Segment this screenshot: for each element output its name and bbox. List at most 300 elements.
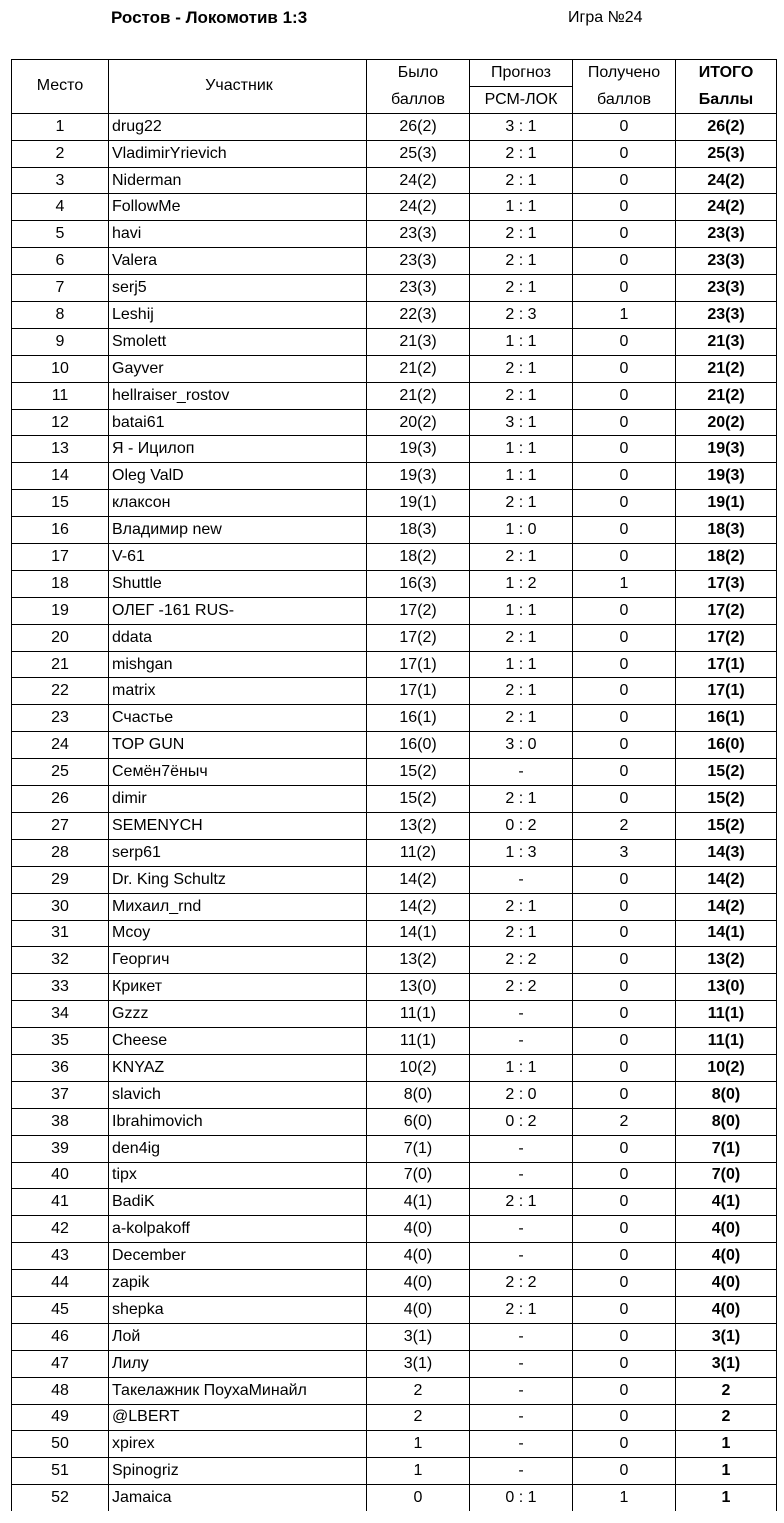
- cell-place: 15: [12, 490, 109, 517]
- cell-forecast: 1 : 1: [470, 1054, 573, 1081]
- cell-was-points: 19(3): [367, 436, 470, 463]
- cell-place: 49: [12, 1404, 109, 1431]
- cell-participant: Niderman: [109, 167, 367, 194]
- cell-forecast: -: [470, 1216, 573, 1243]
- cell-received-points: 0: [573, 436, 676, 463]
- cell-total-points: 1: [676, 1485, 777, 1511]
- cell-place: 4: [12, 194, 109, 221]
- cell-received-points: 0: [573, 1162, 676, 1189]
- cell-forecast: 2 : 3: [470, 302, 573, 329]
- cell-total-points: 24(2): [676, 194, 777, 221]
- cell-was-points: 15(2): [367, 759, 470, 786]
- cell-forecast: 1 : 2: [470, 570, 573, 597]
- cell-total-points: 11(1): [676, 1028, 777, 1055]
- table-row: [12, 490, 777, 517]
- cell-received-points: 0: [573, 1377, 676, 1404]
- table-row: [12, 113, 777, 140]
- cell-participant: shepka: [109, 1296, 367, 1323]
- cell-place: 9: [12, 328, 109, 355]
- cell-place: 35: [12, 1028, 109, 1055]
- cell-place: 45: [12, 1296, 109, 1323]
- cell-participant: SEMENYCH: [109, 812, 367, 839]
- table-row: [12, 355, 777, 382]
- cell-participant: zapik: [109, 1270, 367, 1297]
- table-row: [12, 624, 777, 651]
- cell-place: 39: [12, 1135, 109, 1162]
- cell-was-points: 17(2): [367, 597, 470, 624]
- cell-forecast: 2 : 1: [470, 355, 573, 382]
- table-row: [12, 1485, 777, 1511]
- cell-was-points: 2: [367, 1377, 470, 1404]
- cell-forecast: -: [470, 759, 573, 786]
- cell-participant: Oleg ValD: [109, 463, 367, 490]
- cell-was-points: 8(0): [367, 1081, 470, 1108]
- cell-total-points: 11(1): [676, 1001, 777, 1028]
- cell-was-points: 26(2): [367, 113, 470, 140]
- table-row: [12, 1135, 777, 1162]
- cell-total-points: 25(3): [676, 140, 777, 167]
- cell-forecast: 2 : 1: [470, 140, 573, 167]
- cell-was-points: 10(2): [367, 1054, 470, 1081]
- cell-forecast: 1 : 1: [470, 328, 573, 355]
- col-forecast-header-bottom: РСМ-ЛОК: [470, 86, 573, 113]
- cell-forecast: 0 : 2: [470, 812, 573, 839]
- cell-place: 34: [12, 1001, 109, 1028]
- cell-forecast: -: [470, 866, 573, 893]
- cell-forecast: -: [470, 1404, 573, 1431]
- cell-place: 42: [12, 1216, 109, 1243]
- table-row: [12, 167, 777, 194]
- cell-total-points: 2: [676, 1377, 777, 1404]
- cell-forecast: 2 : 2: [470, 974, 573, 1001]
- cell-received-points: 0: [573, 1054, 676, 1081]
- cell-total-points: 17(1): [676, 678, 777, 705]
- cell-total-points: 14(2): [676, 893, 777, 920]
- table-header: [12, 60, 777, 114]
- table-row: [12, 1377, 777, 1404]
- cell-forecast: 2 : 2: [470, 947, 573, 974]
- cell-participant: Gayver: [109, 355, 367, 382]
- col-was-header-top: Было: [367, 60, 470, 87]
- table-row: [12, 597, 777, 624]
- cell-received-points: 0: [573, 490, 676, 517]
- cell-forecast: -: [470, 1431, 573, 1458]
- cell-place: 17: [12, 544, 109, 571]
- cell-received-points: 0: [573, 947, 676, 974]
- cell-participant: Smolett: [109, 328, 367, 355]
- cell-total-points: 18(2): [676, 544, 777, 571]
- cell-was-points: 7(0): [367, 1162, 470, 1189]
- cell-total-points: 14(3): [676, 839, 777, 866]
- table-row: [12, 1081, 777, 1108]
- cell-was-points: 16(0): [367, 732, 470, 759]
- cell-participant: havi: [109, 221, 367, 248]
- cell-participant: xpirex: [109, 1431, 367, 1458]
- cell-received-points: 0: [573, 113, 676, 140]
- cell-total-points: 7(1): [676, 1135, 777, 1162]
- cell-forecast: 3 : 0: [470, 732, 573, 759]
- cell-forecast: 1 : 1: [470, 597, 573, 624]
- cell-place: 7: [12, 275, 109, 302]
- cell-was-points: 4(1): [367, 1189, 470, 1216]
- cell-received-points: 0: [573, 597, 676, 624]
- cell-participant: Jamaica: [109, 1485, 367, 1511]
- cell-received-points: 1: [573, 570, 676, 597]
- cell-received-points: 0: [573, 786, 676, 813]
- table-row: [12, 544, 777, 571]
- cell-forecast: -: [470, 1028, 573, 1055]
- cell-was-points: 21(2): [367, 355, 470, 382]
- cell-total-points: 19(1): [676, 490, 777, 517]
- cell-total-points: 21(3): [676, 328, 777, 355]
- cell-participant: Крикет: [109, 974, 367, 1001]
- cell-forecast: 3 : 1: [470, 409, 573, 436]
- cell-forecast: 2 : 1: [470, 1189, 573, 1216]
- cell-received-points: 0: [573, 1431, 676, 1458]
- table-row: [12, 812, 777, 839]
- cell-place: 52: [12, 1485, 109, 1511]
- cell-was-points: 13(2): [367, 812, 470, 839]
- cell-received-points: 0: [573, 678, 676, 705]
- cell-place: 13: [12, 436, 109, 463]
- table-row: [12, 1296, 777, 1323]
- cell-place: 47: [12, 1350, 109, 1377]
- cell-participant: Mcoy: [109, 920, 367, 947]
- cell-forecast: 2 : 1: [470, 678, 573, 705]
- cell-participant: batai61: [109, 409, 367, 436]
- col-total-header-bottom: Баллы: [676, 86, 777, 113]
- cell-received-points: 0: [573, 624, 676, 651]
- cell-forecast: 0 : 2: [470, 1108, 573, 1135]
- cell-participant: Cheese: [109, 1028, 367, 1055]
- cell-total-points: 23(3): [676, 302, 777, 329]
- cell-total-points: 23(3): [676, 248, 777, 275]
- cell-was-points: 24(2): [367, 194, 470, 221]
- cell-was-points: 21(2): [367, 382, 470, 409]
- table-row: [12, 732, 777, 759]
- cell-forecast: 2 : 1: [470, 705, 573, 732]
- table-row: [12, 786, 777, 813]
- table-row: [12, 839, 777, 866]
- cell-received-points: 0: [573, 248, 676, 275]
- cell-total-points: 23(3): [676, 275, 777, 302]
- col-place-header: Место: [12, 60, 109, 114]
- cell-received-points: 0: [573, 1458, 676, 1485]
- table-row: [12, 140, 777, 167]
- cell-received-points: 0: [573, 705, 676, 732]
- table-row: [12, 1458, 777, 1485]
- cell-forecast: 1 : 1: [470, 194, 573, 221]
- cell-received-points: 0: [573, 544, 676, 571]
- cell-received-points: 0: [573, 409, 676, 436]
- cell-total-points: 18(3): [676, 517, 777, 544]
- cell-place: 37: [12, 1081, 109, 1108]
- table-row: [12, 1162, 777, 1189]
- cell-participant: VladimirYrievich: [109, 140, 367, 167]
- table-row: [12, 893, 777, 920]
- cell-forecast: -: [470, 1001, 573, 1028]
- cell-total-points: 8(0): [676, 1081, 777, 1108]
- col-was-header-bottom: баллов: [367, 86, 470, 113]
- cell-received-points: 0: [573, 1243, 676, 1270]
- cell-was-points: 11(1): [367, 1028, 470, 1055]
- cell-was-points: 19(1): [367, 490, 470, 517]
- cell-participant: Такелажник ПоухаМинайл: [109, 1377, 367, 1404]
- cell-received-points: 0: [573, 1296, 676, 1323]
- cell-participant: BadiK: [109, 1189, 367, 1216]
- cell-participant: Я - Ицилоп: [109, 436, 367, 463]
- cell-forecast: 2 : 0: [470, 1081, 573, 1108]
- cell-forecast: 2 : 1: [470, 624, 573, 651]
- cell-was-points: 1: [367, 1458, 470, 1485]
- cell-total-points: 16(1): [676, 705, 777, 732]
- cell-received-points: 0: [573, 866, 676, 893]
- cell-place: 40: [12, 1162, 109, 1189]
- cell-total-points: 23(3): [676, 221, 777, 248]
- cell-was-points: 23(3): [367, 275, 470, 302]
- col-received-header-top: Получено: [573, 60, 676, 87]
- cell-participant: serp61: [109, 839, 367, 866]
- cell-total-points: 1: [676, 1431, 777, 1458]
- cell-received-points: 0: [573, 194, 676, 221]
- table-row: [12, 382, 777, 409]
- cell-was-points: 16(3): [367, 570, 470, 597]
- cell-was-points: 14(2): [367, 866, 470, 893]
- cell-received-points: 0: [573, 167, 676, 194]
- cell-forecast: 2 : 1: [470, 167, 573, 194]
- cell-participant: Spinogriz: [109, 1458, 367, 1485]
- cell-place: 26: [12, 786, 109, 813]
- cell-place: 18: [12, 570, 109, 597]
- cell-received-points: 0: [573, 328, 676, 355]
- cell-was-points: 15(2): [367, 786, 470, 813]
- cell-place: 10: [12, 355, 109, 382]
- cell-was-points: 3(1): [367, 1350, 470, 1377]
- cell-was-points: 13(2): [367, 947, 470, 974]
- cell-received-points: 0: [573, 382, 676, 409]
- table-row: [12, 974, 777, 1001]
- cell-participant: Valera: [109, 248, 367, 275]
- cell-forecast: 2 : 1: [470, 920, 573, 947]
- cell-received-points: 0: [573, 275, 676, 302]
- cell-forecast: 1 : 1: [470, 436, 573, 463]
- cell-forecast: 2 : 1: [470, 1296, 573, 1323]
- cell-total-points: 16(0): [676, 732, 777, 759]
- cell-place: 22: [12, 678, 109, 705]
- cell-total-points: 15(2): [676, 786, 777, 813]
- cell-participant: drug22: [109, 113, 367, 140]
- cell-forecast: 2 : 1: [470, 382, 573, 409]
- cell-received-points: 2: [573, 812, 676, 839]
- cell-total-points: 17(2): [676, 597, 777, 624]
- cell-participant: Владимир new: [109, 517, 367, 544]
- table-row: [12, 409, 777, 436]
- col-received-header-bottom: баллов: [573, 86, 676, 113]
- cell-participant: December: [109, 1243, 367, 1270]
- cell-place: 8: [12, 302, 109, 329]
- cell-forecast: 1 : 1: [470, 463, 573, 490]
- cell-forecast: 2 : 1: [470, 544, 573, 571]
- cell-received-points: 1: [573, 302, 676, 329]
- cell-was-points: 2: [367, 1404, 470, 1431]
- cell-total-points: 15(2): [676, 759, 777, 786]
- table-row: [12, 194, 777, 221]
- table-row: [12, 436, 777, 463]
- cell-forecast: 1 : 3: [470, 839, 573, 866]
- cell-received-points: 0: [573, 893, 676, 920]
- cell-place: 33: [12, 974, 109, 1001]
- table-row: [12, 463, 777, 490]
- cell-received-points: 0: [573, 221, 676, 248]
- cell-total-points: 2: [676, 1404, 777, 1431]
- cell-received-points: 0: [573, 355, 676, 382]
- cell-place: 12: [12, 409, 109, 436]
- cell-was-points: 25(3): [367, 140, 470, 167]
- cell-forecast: 0 : 1: [470, 1485, 573, 1511]
- cell-place: 41: [12, 1189, 109, 1216]
- cell-participant: Gzzz: [109, 1001, 367, 1028]
- cell-total-points: 15(2): [676, 812, 777, 839]
- cell-place: 28: [12, 839, 109, 866]
- cell-was-points: 18(3): [367, 517, 470, 544]
- cell-total-points: 13(0): [676, 974, 777, 1001]
- cell-forecast: 2 : 1: [470, 490, 573, 517]
- cell-received-points: 1: [573, 1485, 676, 1511]
- match-title: Ростов - Локомотив 1:3: [111, 8, 308, 27]
- cell-total-points: 19(3): [676, 463, 777, 490]
- cell-total-points: 10(2): [676, 1054, 777, 1081]
- cell-place: 16: [12, 517, 109, 544]
- table-row: [12, 570, 777, 597]
- cell-was-points: 21(3): [367, 328, 470, 355]
- cell-participant: FollowMe: [109, 194, 367, 221]
- cell-participant: hellraiser_rostov: [109, 382, 367, 409]
- cell-participant: Лилу: [109, 1350, 367, 1377]
- col-forecast-header-top: Прогноз: [470, 60, 573, 87]
- cell-forecast: -: [470, 1458, 573, 1485]
- cell-total-points: 14(1): [676, 920, 777, 947]
- cell-received-points: 0: [573, 1270, 676, 1297]
- cell-was-points: 17(1): [367, 678, 470, 705]
- cell-place: 30: [12, 893, 109, 920]
- cell-received-points: 0: [573, 1404, 676, 1431]
- cell-received-points: 0: [573, 1216, 676, 1243]
- cell-total-points: 7(0): [676, 1162, 777, 1189]
- cell-total-points: 17(2): [676, 624, 777, 651]
- cell-forecast: -: [470, 1162, 573, 1189]
- cell-place: 31: [12, 920, 109, 947]
- cell-participant: den4ig: [109, 1135, 367, 1162]
- cell-total-points: 3(1): [676, 1323, 777, 1350]
- cell-total-points: 24(2): [676, 167, 777, 194]
- cell-place: 21: [12, 651, 109, 678]
- cell-received-points: 0: [573, 463, 676, 490]
- cell-participant: Георгич: [109, 947, 367, 974]
- cell-received-points: 0: [573, 651, 676, 678]
- cell-place: 36: [12, 1054, 109, 1081]
- table-row: [12, 866, 777, 893]
- cell-place: 24: [12, 732, 109, 759]
- cell-participant: Shuttle: [109, 570, 367, 597]
- cell-place: 1: [12, 113, 109, 140]
- cell-received-points: 3: [573, 839, 676, 866]
- table-row: [12, 1108, 777, 1135]
- table-row: [12, 1270, 777, 1297]
- cell-total-points: 8(0): [676, 1108, 777, 1135]
- cell-was-points: 17(2): [367, 624, 470, 651]
- cell-total-points: 17(3): [676, 570, 777, 597]
- cell-participant: Leshij: [109, 302, 367, 329]
- table-row: [12, 1189, 777, 1216]
- cell-received-points: 0: [573, 732, 676, 759]
- cell-forecast: -: [470, 1377, 573, 1404]
- cell-total-points: 20(2): [676, 409, 777, 436]
- cell-participant: ddata: [109, 624, 367, 651]
- cell-forecast: 2 : 1: [470, 221, 573, 248]
- cell-participant: Лой: [109, 1323, 367, 1350]
- table-row: [12, 275, 777, 302]
- table-row: [12, 947, 777, 974]
- table-row: [12, 705, 777, 732]
- cell-place: 25: [12, 759, 109, 786]
- cell-received-points: 0: [573, 759, 676, 786]
- cell-was-points: 7(1): [367, 1135, 470, 1162]
- table-row: [12, 1001, 777, 1028]
- cell-place: 19: [12, 597, 109, 624]
- cell-forecast: -: [470, 1135, 573, 1162]
- table-row: [12, 651, 777, 678]
- table-row: [12, 920, 777, 947]
- cell-forecast: 2 : 1: [470, 275, 573, 302]
- cell-total-points: 21(2): [676, 382, 777, 409]
- table-row: [12, 248, 777, 275]
- cell-participant: dimir: [109, 786, 367, 813]
- cell-was-points: 3(1): [367, 1323, 470, 1350]
- cell-was-points: 14(1): [367, 920, 470, 947]
- cell-was-points: 20(2): [367, 409, 470, 436]
- cell-place: 14: [12, 463, 109, 490]
- cell-was-points: 11(1): [367, 1001, 470, 1028]
- cell-place: 50: [12, 1431, 109, 1458]
- cell-was-points: 6(0): [367, 1108, 470, 1135]
- cell-was-points: 1: [367, 1431, 470, 1458]
- cell-received-points: 0: [573, 1081, 676, 1108]
- cell-received-points: 0: [573, 1350, 676, 1377]
- table-row: [12, 1028, 777, 1055]
- cell-forecast: 1 : 1: [470, 651, 573, 678]
- cell-forecast: -: [470, 1243, 573, 1270]
- cell-place: 44: [12, 1270, 109, 1297]
- cell-participant: KNYAZ: [109, 1054, 367, 1081]
- cell-place: 29: [12, 866, 109, 893]
- cell-participant: a-kolpakoff: [109, 1216, 367, 1243]
- cell-received-points: 0: [573, 1189, 676, 1216]
- cell-place: 3: [12, 167, 109, 194]
- cell-total-points: 3(1): [676, 1350, 777, 1377]
- cell-was-points: 16(1): [367, 705, 470, 732]
- cell-forecast: 1 : 0: [470, 517, 573, 544]
- cell-was-points: 14(2): [367, 893, 470, 920]
- col-participant-header: Участник: [109, 60, 367, 114]
- cell-participant: Счастье: [109, 705, 367, 732]
- standings-table: [11, 59, 777, 1511]
- cell-place: 5: [12, 221, 109, 248]
- cell-forecast: 2 : 1: [470, 248, 573, 275]
- cell-total-points: 4(1): [676, 1189, 777, 1216]
- cell-forecast: 3 : 1: [470, 113, 573, 140]
- cell-place: 11: [12, 382, 109, 409]
- table-row: [12, 1054, 777, 1081]
